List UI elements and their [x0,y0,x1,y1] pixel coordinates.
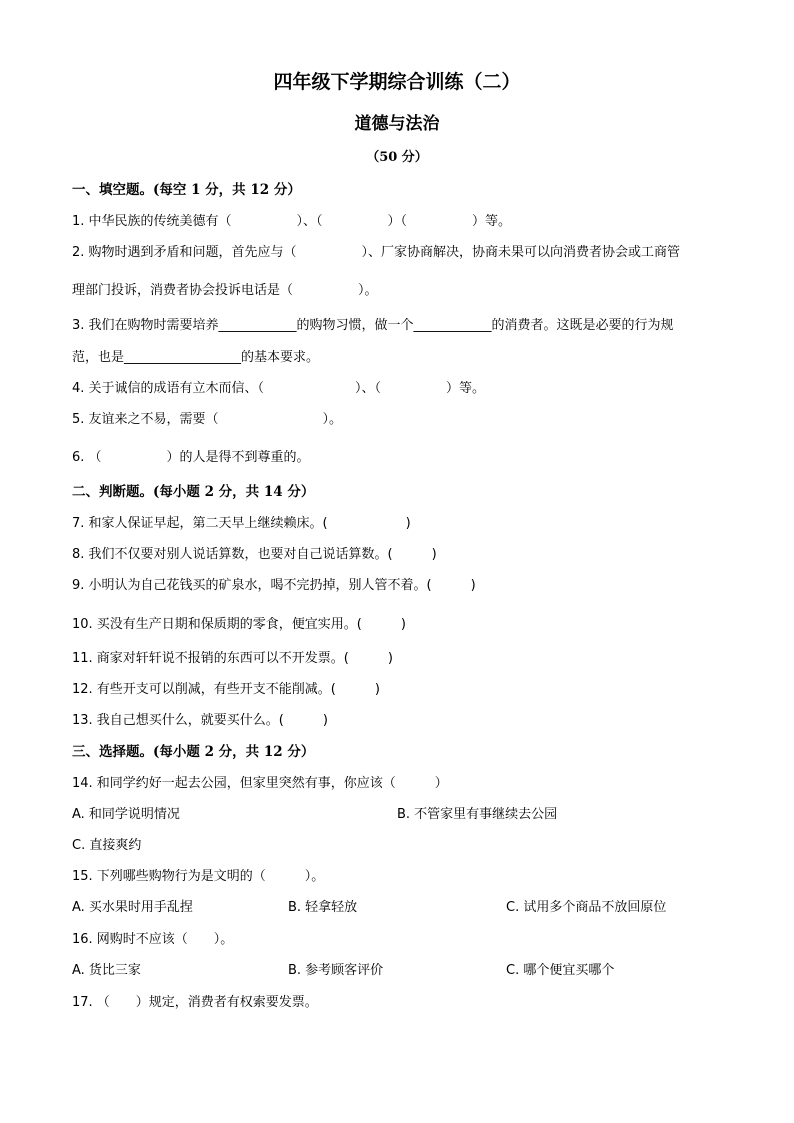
question-7: 7. 和家人保证早起，第二天早上继续赖床。( ) [72,516,411,531]
subject-title: 道德与法治 [354,114,440,134]
total-score: （50 分） [366,150,428,165]
question-2-line-1: 2. 购物时遇到矛盾和问题，首先应与（ ）、厂家协商解决，协商未果可以向消费者协会或工商管 [72,245,681,260]
page-title: 四年级下学期综合训练（二） [273,71,521,93]
question-16-option-b: B. 参考顾客评价 [288,963,384,978]
question-17: 17. （ ）规定，消费者有权索要发票。 [72,995,318,1010]
question-13: 13. 我自己想买什么，就要买什么。( ) [72,713,328,728]
question-8: 8. 我们不仅要对别人说话算数，也要对自己说话算数。( ) [72,547,437,562]
question-16-option-c: C. 哪个便宜买哪个 [506,963,615,978]
question-6: 6. （ ）的人是得不到尊重的。 [72,450,310,465]
question-5: 5. 友谊来之不易，需要（ ）。 [72,412,343,427]
question-14-option-b: B. 不管家里有事继续去公园 [397,807,558,822]
question-3-line-1: 3. 我们在购物时需要培养____________的购物习惯，做一个____________的消费者。这既是必要的行为规 [72,318,674,333]
question-15-option-b: B. 轻拿轻放 [288,900,358,915]
question-1: 1. 中华民族的传统美德有（ ）、（ ）（ ）等。 [72,214,512,229]
section-heading-true-false: 二、判断题。(每小题 2 分，共 14 分） [72,484,315,500]
question-4: 4. 关于诚信的成语有立木而信、（ ）、（ ）等。 [72,381,486,396]
question-14-option-a: A. 和同学说明情况 [72,807,180,822]
question-11: 11. 商家对轩轩说不报销的东西可以不开发票。( ) [72,651,393,666]
question-16-option-a: A. 货比三家 [72,963,141,978]
question-12: 12. 有些开支可以削减，有些开支不能削减。( ) [72,682,380,697]
question-3-line-2: 范，也是__________________的基本要求。 [72,350,320,365]
section-heading-fill-blank: 一、填空题。(每空 1 分，共 12 分） [72,182,301,198]
question-16: 16. 网购时不应该（ ）。 [72,932,234,947]
question-2-line-2: 理部门投诉，消费者协会投诉电话是（ ）。 [72,283,378,298]
question-14-option-c: C. 直接爽约 [72,838,142,853]
question-15-option-c: C. 试用多个商品不放回原位 [506,900,667,915]
section-heading-multiple-choice: 三、选择题。(每小题 2 分，共 12 分） [72,744,315,760]
question-15: 15. 下列哪些购物行为是文明的（ ）。 [72,869,325,884]
question-9: 9. 小明认为自己花钱买的矿泉水，喝不完扔掉，别人管不着。( ) [72,578,476,593]
question-14: 14. 和同学约好一起去公园，但家里突然有事，你应该（ ） [72,776,448,791]
question-10: 10. 买没有生产日期和保质期的零食，便宜实用。( ) [72,617,406,632]
question-15-option-a: A. 买水果时用手乱捏 [72,900,193,915]
